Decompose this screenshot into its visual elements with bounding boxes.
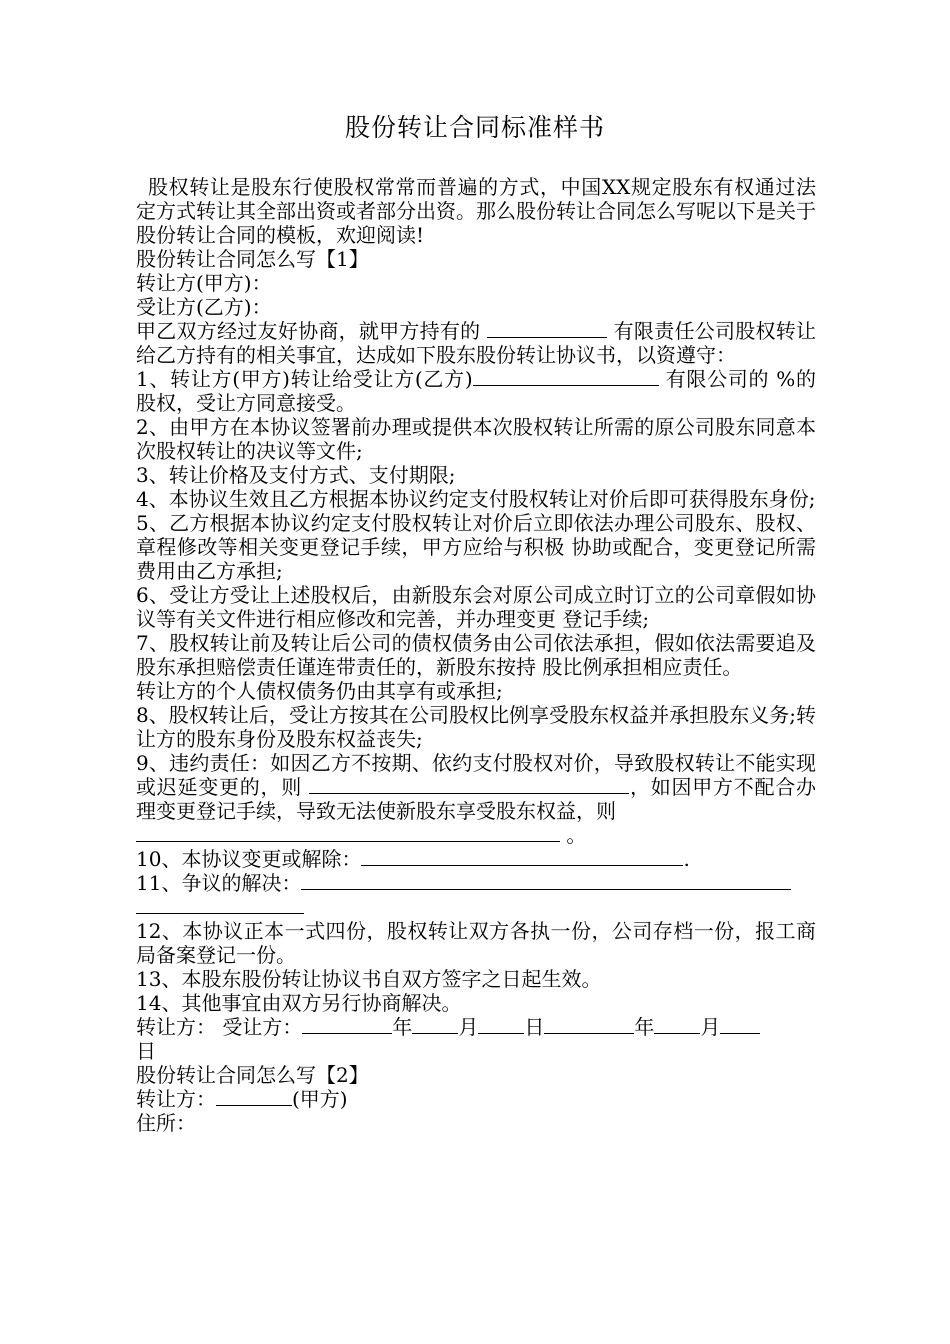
clause-1-text-b: 有限公司的 %的股权，受让方同意接受。 [136,367,816,415]
day-label-2: 日 [136,1039,156,1063]
clause-11-blank-1 [301,871,791,890]
clause-10-blank [361,847,683,866]
clause-8: 8、股权转让后，受让方按其在公司股权比例享受股东权益并承担股东义务;转让方的股东身份及股东权益丧失; [136,703,816,751]
clause-9-blank-2 [136,823,560,842]
clause-1-text-a: 1、转让方(甲方)转让给受让方(乙方) [136,367,473,391]
clause-3: 3、转让价格及支付方式、支付期限; [136,463,456,487]
clause-11-text: 11、争议的解决： [136,871,302,895]
clause-14: 14、其他事宜由双方另行协商解决。 [136,991,462,1015]
clause-9 [136,751,816,847]
clause-9-text-a: 9、违约责任：如因乙方不按期、依约支付股权对价，导致股权转让不能实现或迟延变更的，则 [136,751,816,799]
clause-11-blank-2 [136,895,304,914]
clause-9-text-b: ，如因甲方不配合办理变更登记手续，导致无法使新股东享受股东权益，则 [136,775,817,823]
clause-10-end: . [683,847,690,871]
s2-address-line: 住所： [136,1111,196,1135]
clause-6: 6、受让方受让上述股权后，由新股东会对原公司成立时订立的公司章假如协议等有关文件进行相应修改和完善，并办理变更 登记手续; [136,583,816,631]
s2-transferor-blank [216,1087,292,1106]
s2-party-a-label: (甲方) [292,1087,348,1111]
sign-day-blank-1 [478,1015,524,1034]
clause-9-text-c: 。 [566,823,587,847]
party-a-line: 转让方(甲方)： [136,271,272,295]
month-label-1: 月 [458,1015,479,1039]
section1-heading: 股份转让合同怎么写【1】 [136,247,369,271]
preamble-text-b: 有限责任公司股权转让给乙方持有的相关事宜，达成如下股东股份转让协议书，以资遵守： [136,319,817,367]
signature-line [136,1015,816,1063]
clause-7: 7、股权转让前及转让后公司的债权债务由公司依法承担，假如依法需要追及股东承担赔偿责任谨连带责任的，新股东按持 股比例承担相应责任。 [136,631,816,679]
section2-heading: 股份转让合同怎么写【2】 [136,1063,369,1087]
sign-day-blank-2 [720,1015,760,1034]
month-label-2: 月 [700,1015,721,1039]
sign-year-blank-1 [302,1015,392,1034]
clause-12: 12、本协议正本一式四份，股权转让双方各执一份，公司存档一份，报工商局备案登记一份。 [136,919,816,967]
document-body [136,175,816,1135]
sign-month-blank-2 [654,1015,700,1034]
sign-transferor-label: 转让方： [136,1015,216,1039]
sign-month-blank-1 [412,1015,458,1034]
s2-transferor-line [136,1087,816,1111]
sign-year-blank-2 [544,1015,634,1034]
document-title: 股份转让合同标准样书 [344,113,605,142]
intro-paragraph: 股权转让是股东行使股权常常而普遍的方式，中国XX规定股东有权通过法定方式转让其全部出资或者部分出资。那么股份转让合同怎么写呢以下是关于股份转让合同的模板，欢迎阅读! [136,175,816,247]
preamble-paragraph [136,319,816,367]
party-b-line: 受让方(乙方)： [136,295,272,319]
clause-10-text: 10、本协议变更或解除： [136,847,362,871]
preamble-text-a: 甲乙双方经过友好协商，就甲方持有的 [136,319,481,343]
clause-4: 4、本协议生效且乙方根据本协议约定支付股权转让对价后即可获得股东身份; [136,487,816,511]
clause-2: 2、由甲方在本协议签署前办理或提供本次股权转让所需的原公司股东同意本次股权转让的决议等文件; [136,415,816,463]
clause-1 [136,367,816,415]
clause-1-blank [473,367,659,386]
clause-7-note: 转让方的个人债权债务仍由其享有或承担; [136,679,503,703]
s2-transferor-label: 转让方： [136,1087,216,1111]
clause-5: 5、乙方根据本协议约定支付股权转让对价后立即依法办理公司股东、股权、章程修改等相关变更登记手续，甲方应给与积极 协助或配合，变更登记所需费用由乙方承担; [136,511,816,583]
sign-transferee-label: 受让方： [222,1015,303,1039]
day-label-1: 日 [524,1015,545,1039]
clause-11 [136,871,816,919]
year-label-1: 年 [392,1015,413,1039]
year-label-2: 年 [634,1015,655,1039]
clause-13: 13、本股东股份转让协议书自双方签字之日起生效。 [136,967,602,991]
company-name-blank [487,319,607,338]
clause-10 [136,847,816,871]
clause-9-blank-1 [309,775,629,794]
